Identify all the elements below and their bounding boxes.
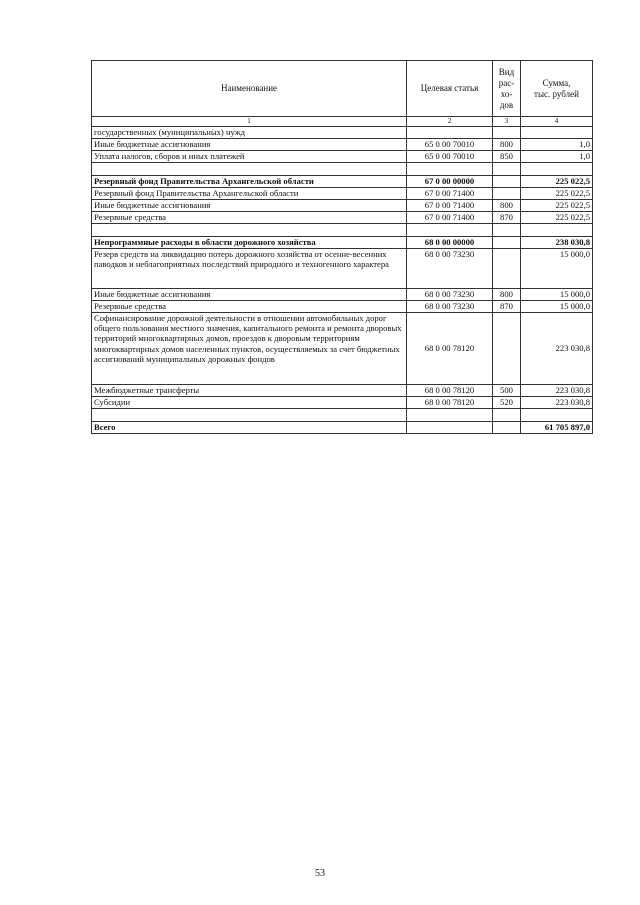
table-row — [92, 409, 593, 422]
row-vid-cell — [493, 224, 521, 237]
row-vid-cell: 870 — [493, 212, 521, 224]
table-row — [92, 249, 593, 289]
row-name-cell: Межбюджетные трансферты — [92, 385, 407, 397]
row-vid-cell — [493, 409, 521, 422]
row-name-cell: Резервный фонд Правительства Архангельской области — [92, 188, 407, 200]
header-sum-line: Сумма, — [542, 77, 571, 88]
column-number: 3 — [493, 117, 521, 127]
header-sum-line: тыс. рублей — [534, 88, 579, 99]
row-code-cell: 67 0 00 71400 — [407, 200, 493, 212]
row-vid-cell: 800 — [493, 289, 521, 301]
header-vid-line: рас- — [498, 77, 515, 88]
row-code-cell: 68 0 00 78120 — [407, 385, 493, 397]
table-row — [92, 151, 593, 163]
column-number: 2 — [407, 117, 493, 127]
row-vid-cell — [493, 249, 521, 289]
row-vid-cell — [493, 163, 521, 176]
row-sum-cell — [521, 224, 593, 237]
row-name-cell: Иные бюджетные ассигнования — [92, 289, 407, 301]
table-row — [92, 224, 593, 237]
row-code-cell: 68 0 00 78120 — [407, 313, 493, 385]
row-name-cell: Резервные средства — [92, 301, 407, 313]
row-name-cell: Софинансирование дорожной деятельности в отношении автомобильных дорог общего пользования местного значения, капитального ремонта и ремонта дворовых территорий многоквартирных домов, проездов к дворовым территориям многоквартирных домов населенных пунктов, осуществляемых за счет бюджетных ассигнований муниципальных дорожных фондов — [92, 313, 407, 385]
row-name-cell — [92, 163, 407, 176]
row-sum-cell: 61 705 897,0 — [521, 422, 593, 434]
header-vid — [493, 61, 521, 117]
row-vid-cell: 850 — [493, 151, 521, 163]
row-sum-cell: 223 030,8 — [521, 313, 593, 385]
row-sum-cell: 225 022,5 — [521, 176, 593, 188]
row-sum-cell — [521, 409, 593, 422]
page-number: 53 — [315, 868, 325, 879]
row-vid-cell — [493, 127, 521, 139]
row-code-cell — [407, 224, 493, 237]
row-name-cell — [92, 224, 407, 237]
row-name-cell: Субсидии — [92, 397, 407, 409]
row-code-cell — [407, 422, 493, 434]
row-code-cell — [407, 409, 493, 422]
header-name: Наименование — [92, 61, 407, 117]
column-number-row — [92, 117, 593, 127]
row-name-cell: Резерв средств на ликвидацию потерь дорожного хозяйства от осенне-весенних паводков и неблагоприятных последствий природного и техногенного характера — [92, 249, 407, 289]
header-vid-line: Вид — [498, 66, 515, 77]
table-row — [92, 397, 593, 409]
row-vid-cell: 500 — [493, 385, 521, 397]
row-sum-cell: 225 022,5 — [521, 212, 593, 224]
row-code-cell: 68 0 00 00000 — [407, 237, 493, 249]
row-sum-cell: 1,0 — [521, 139, 593, 151]
row-code-cell: 67 0 00 71400 — [407, 212, 493, 224]
table-row — [92, 289, 593, 301]
row-code-cell: 65 0 00 70010 — [407, 139, 493, 151]
header-vid-line: дов — [499, 99, 514, 110]
row-sum-cell: 238 030,8 — [521, 237, 593, 249]
table-row — [92, 212, 593, 224]
table-header-row — [92, 61, 593, 117]
budget-table — [91, 60, 593, 434]
table-row — [92, 188, 593, 200]
row-vid-cell — [493, 422, 521, 434]
row-code-cell: 65 0 00 70010 — [407, 151, 493, 163]
row-name-cell — [92, 409, 407, 422]
table-body — [92, 127, 593, 434]
header-code: Целевая статья — [407, 61, 493, 117]
table-row — [92, 237, 593, 249]
row-vid-cell: 800 — [493, 139, 521, 151]
row-sum-cell: 1,0 — [521, 151, 593, 163]
row-name-cell: Уплата налогов, сборов и иных платежей — [92, 151, 407, 163]
row-name-cell: Всего — [92, 422, 407, 434]
row-sum-cell: 225 022,5 — [521, 200, 593, 212]
table-row — [92, 200, 593, 212]
row-name-cell: Иные бюджетные ассигнования — [92, 139, 407, 151]
table-row — [92, 139, 593, 151]
row-name-cell: Резервные средства — [92, 212, 407, 224]
table-row — [92, 385, 593, 397]
column-number: 1 — [92, 117, 407, 127]
row-code-cell: 67 0 00 71400 — [407, 188, 493, 200]
table-row — [92, 127, 593, 139]
row-code-cell — [407, 127, 493, 139]
table-row — [92, 301, 593, 313]
row-vid-cell — [493, 176, 521, 188]
row-name-cell: Иные бюджетные ассигнования — [92, 200, 407, 212]
row-code-cell: 68 0 00 73230 — [407, 249, 493, 289]
table-row — [92, 313, 593, 385]
row-vid-cell: 800 — [493, 200, 521, 212]
row-sum-cell — [521, 163, 593, 176]
row-code-cell: 68 0 00 78120 — [407, 397, 493, 409]
row-vid-cell: 870 — [493, 301, 521, 313]
column-number: 4 — [521, 117, 593, 127]
row-vid-cell: 520 — [493, 397, 521, 409]
row-vid-cell — [493, 188, 521, 200]
row-sum-cell: 223 030,8 — [521, 397, 593, 409]
row-name-cell: государственных (муниципальных) нужд — [92, 127, 407, 139]
row-name-cell: Резервный фонд Правительства Архангельской области — [92, 176, 407, 188]
row-code-cell: 67 0 00 00000 — [407, 176, 493, 188]
row-code-cell — [407, 163, 493, 176]
row-sum-cell: 225 022,5 — [521, 188, 593, 200]
header-vid-line: хо- — [500, 88, 513, 99]
row-sum-cell — [521, 127, 593, 139]
header-sum — [521, 61, 593, 117]
row-sum-cell: 223 030,8 — [521, 385, 593, 397]
row-name-cell: Непрограммные расходы в области дорожного хозяйства — [92, 237, 407, 249]
row-vid-cell — [493, 313, 521, 385]
row-sum-cell: 15 000,0 — [521, 249, 593, 289]
table-row — [92, 176, 593, 188]
row-code-cell: 68 0 00 73230 — [407, 289, 493, 301]
row-sum-cell: 15 000,0 — [521, 289, 593, 301]
row-code-cell: 68 0 00 73230 — [407, 301, 493, 313]
row-sum-cell: 15 000,0 — [521, 301, 593, 313]
row-vid-cell — [493, 237, 521, 249]
table-row — [92, 163, 593, 176]
table-row — [92, 422, 593, 434]
